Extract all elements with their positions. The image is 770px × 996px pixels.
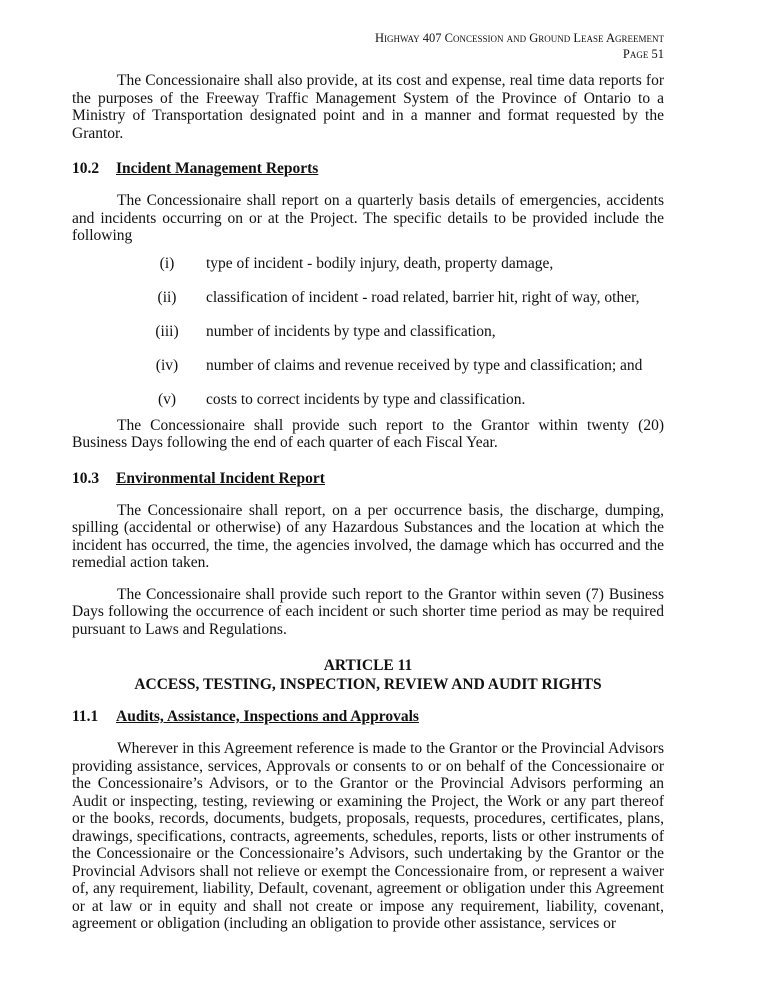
list-marker: (iii) <box>155 322 179 340</box>
paragraph-environmental-report: The Concessionaire shall report, on a per occurrence basis, the discharge, dumping, spilling (accidental or otherwise) of any Hazardous Substances and the location at which the incident has occurred, the time, the agencies involved, the damage which has occurred and the remedial action taken. <box>72 501 664 571</box>
list-text: costs to correct incidents by type and classification. <box>206 390 526 408</box>
paragraph-report-deadline: The Concessionaire shall provide such report to the Grantor within twenty (20) Business Days following the end of each quarter of each Fiscal Year. <box>72 416 664 451</box>
section-heading-11-1 <box>72 708 664 726</box>
list-item <box>72 357 664 391</box>
section-number: 11.1 <box>72 708 99 725</box>
section-title: Incident Management Reports <box>116 160 319 177</box>
article-label: ARTICLE 11 <box>323 657 413 674</box>
list-text: number of claims and revenue received by type and classification; and <box>206 356 643 374</box>
list-marker: (ii) <box>157 288 177 306</box>
section-title: Audits, Assistance, Inspections and Approvals <box>116 708 419 725</box>
header-page-number: Page 51 <box>622 47 664 61</box>
section-heading-10-2 <box>72 160 664 178</box>
section-number: 10.3 <box>72 469 100 487</box>
list-marker: (i) <box>159 254 175 272</box>
list-marker: (iv) <box>155 356 179 374</box>
paragraph-real-time-data: The Concessionaire shall also provide, at its cost and expense, real time data reports for the purposes of the Freeway Traffic Management System of the Province of Ontario to a Ministry of Transportation designated point and in a manner and format requested by the Grantor. <box>72 72 664 142</box>
section-heading-10-3 <box>72 470 664 488</box>
section-number: 10.2 <box>72 160 100 177</box>
list-text: classification of incident - road related, barrier hit, right of way, other, <box>206 288 640 306</box>
running-header <box>375 30 664 62</box>
list-item <box>72 323 664 357</box>
paragraph-incident-intro: The Concessionaire shall report on a quarterly basis details of emergencies, accidents and incidents occurring on or at the Project. The specific details to be provided include the following <box>72 192 664 244</box>
paragraph-environmental-deadline: The Concessionaire shall provide such report to the Grantor within seven (7) Business Days following the occurrence of each incident or such shorter time period as may be required pursuant to Laws and Regulations. <box>72 585 664 638</box>
incident-details-list <box>72 255 664 417</box>
header-title: Highway 407 Concession and Ground Lease Agreement <box>374 31 664 45</box>
article-title: ACCESS, TESTING, INSPECTION, REVIEW AND AUDIT RIGHTS <box>134 676 602 693</box>
list-text: type of incident - bodily injury, death, property damage, <box>206 254 554 272</box>
list-marker: (v) <box>157 390 177 408</box>
list-item <box>72 289 664 323</box>
list-text: number of incidents by type and classification, <box>206 322 496 340</box>
section-title: Environmental Incident Report <box>116 469 325 487</box>
list-item <box>72 391 664 417</box>
document-body <box>72 72 664 933</box>
paragraph-audits: Wherever in this Agreement reference is made to the Grantor or the Provincial Advisors providing assistance, services, Approvals or consents to or on behalf of the Concessionaire or the Concessionaire’s Advisors, or to the Grantor or the Provincial Advisors performing an Audit or inspecting, testing, reviewing or examining the Project, the Work or any part thereof or the books, records, documents, budgets, proposals, requests, procedures, certificates, plans, drawings, specifications, contracts, agreements, schedules, reports, lists or other instruments of the Concessionaire or the Concessionaire’s Advisors, such undertaking by the Grantor or the Provincial Advisors shall not relieve or exempt the Concessionaire from, or represent a waiver of, any requirement, liability, Default, covenant, agreement or obligation under this Agreement or at law or in equity and shall not create or impose any requirement, liability, covenant, agreement or obligation (including an obligation to provide other assistance, services or <box>72 740 664 932</box>
list-item <box>72 255 664 289</box>
